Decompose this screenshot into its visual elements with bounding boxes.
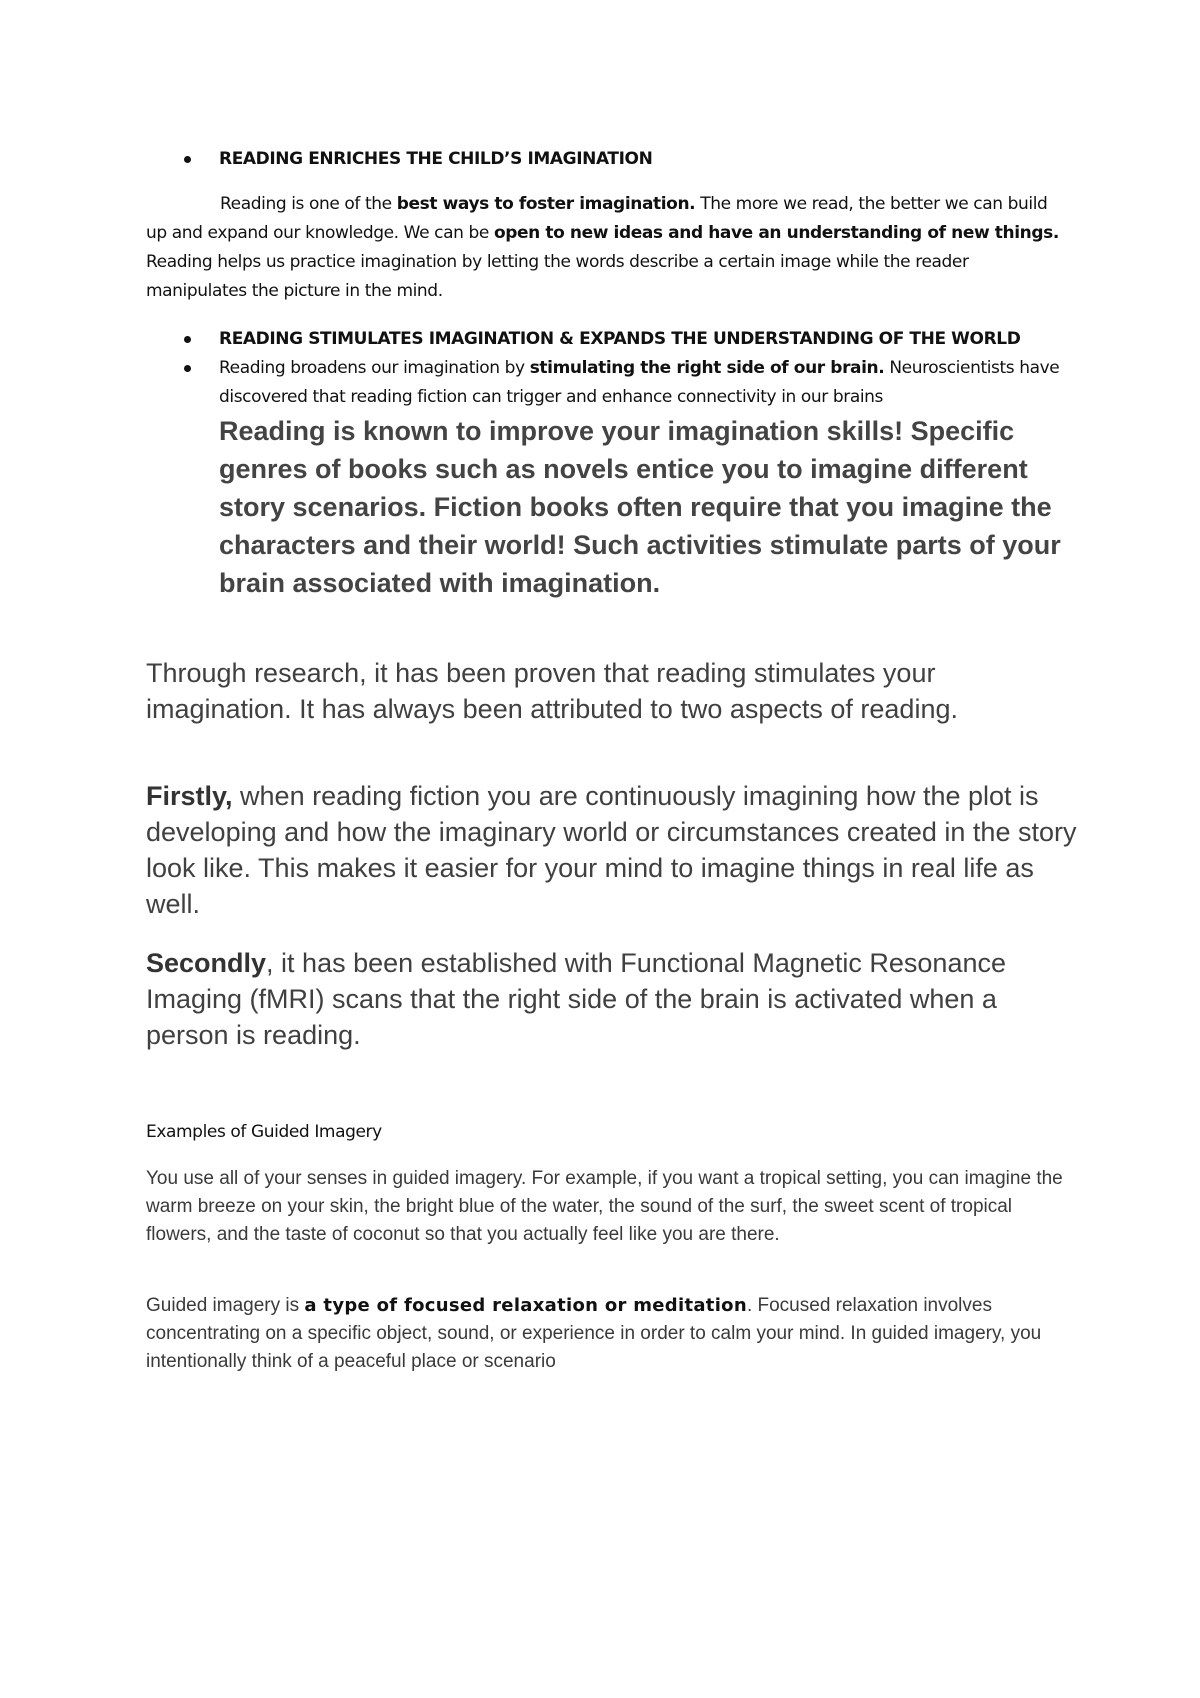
paragraph-guided-imagery-definition	[146, 1292, 1076, 1376]
bold-run: open to new ideas and have an understanding of new things.	[493, 223, 1059, 243]
text-run: Reading is one of the	[220, 194, 397, 214]
paragraph-firstly	[146, 778, 1086, 922]
highlighted-quote: Reading is known to improve your imagination skills! Specific genres of books such as novels entice you to imagine different story scenarios. Fiction books often require that you imagine the characters and their world! Such activities stimulate parts of your brain associated with imagination.	[219, 416, 1061, 598]
paragraph-secondly	[146, 945, 1086, 1053]
text-run: Guided imagery is	[146, 1295, 305, 1316]
lead-word: Secondly	[146, 948, 267, 978]
bullet-icon	[184, 156, 191, 163]
bullet-icon	[184, 365, 191, 372]
text-run: . Focused relaxation involves concentrating on a specific object, sound, or experience in order to calm your mind. In guided imagery, you intentionally think of a peaceful place or scenario	[146, 1295, 1042, 1372]
bold-run: a type of focused relaxation or meditation	[304, 1295, 747, 1316]
text-run: Reading helps us practice imagination by letting the words describe a certain image while the reader manipulates the picture in the mind.	[146, 252, 969, 301]
paragraph-foster-imagination	[146, 190, 1066, 306]
section-heading: READING ENRICHES THE CHILD’S IMAGINATION	[219, 149, 653, 169]
text-run: The more we read, the better we can build up and expand our knowledge. We can be	[146, 194, 1048, 243]
examples-heading: Examples of Guided Imagery	[146, 1122, 382, 1142]
bullet-text	[219, 354, 1079, 412]
text-run: when reading fiction you are continuously imagining how the plot is developing and how the imaginary world or circumstances created in the story look like. This makes it easier for your mind to imagine things in real life as well.	[146, 781, 1077, 919]
text-run: Neuroscientists have discovered that reading fiction can trigger and enhance connectivity in our brains	[219, 358, 1060, 407]
section-heading: READING STIMULATES IMAGINATION & EXPANDS THE UNDERSTANDING OF THE WORLD	[219, 329, 1021, 349]
bold-run: best ways to foster imagination.	[396, 194, 696, 214]
text-run: Reading broadens our imagination by	[219, 358, 530, 378]
paragraph-research: Through research, it has been proven that reading stimulates your imagination. It has always been attributed to two aspects of reading.	[146, 658, 958, 724]
bold-run: stimulating the right side of our brain.	[529, 358, 885, 378]
lead-word: Firstly,	[146, 781, 233, 811]
paragraph-guided-imagery-senses: You use all of your senses in guided imagery. For example, if you want a tropical setting, you can imagine the warm breeze on your skin, the bright blue of the water, the sound of the surf, the sweet scent of tropical flowers, and the taste of coconut so that you actually feel like you are there.	[146, 1168, 1063, 1245]
bullet-icon	[184, 336, 191, 343]
text-run: , it has been established with Functional Magnetic Resonance Imaging (fMRI) scans that the right side of the brain is activated when a person is reading.	[146, 948, 1006, 1050]
